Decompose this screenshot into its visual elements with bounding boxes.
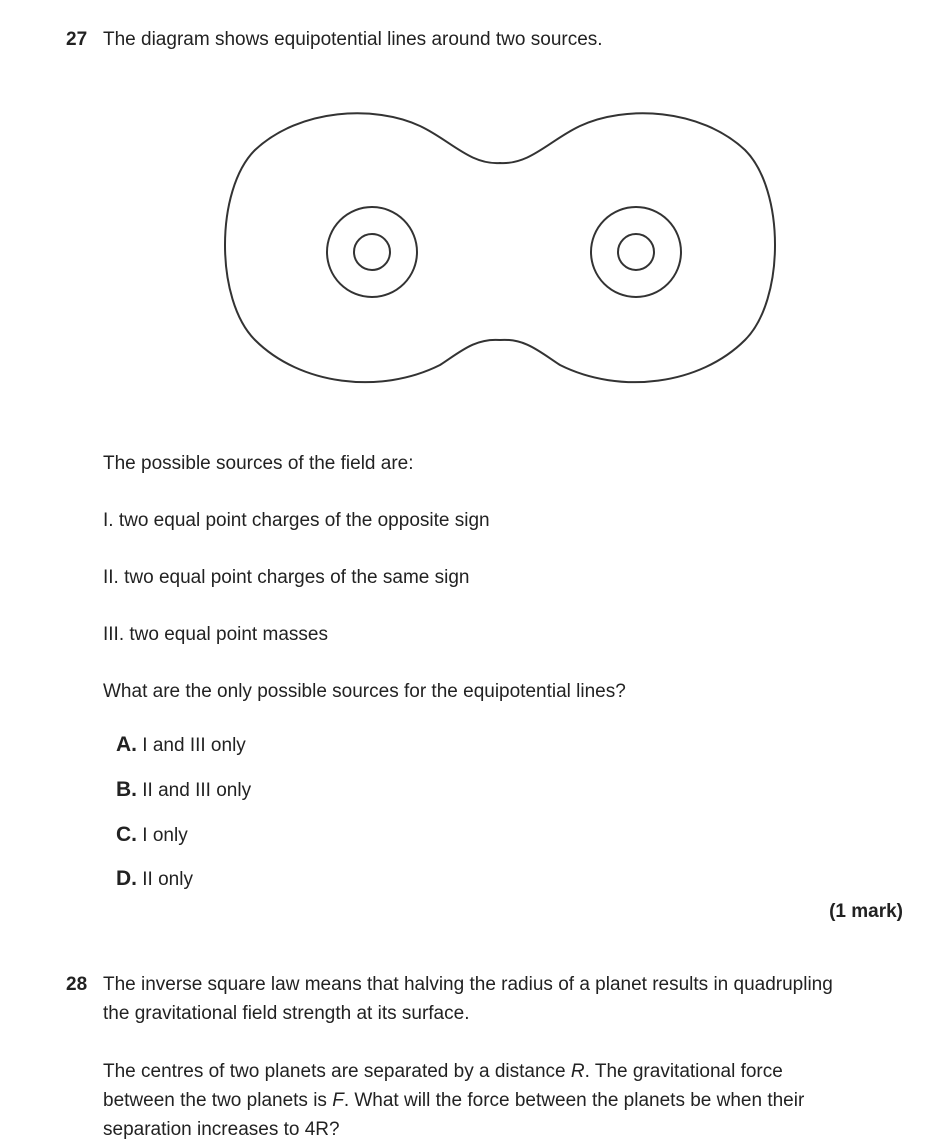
left-inner-equipotential [354, 234, 390, 270]
question-28-para2-line-1 [103, 1057, 783, 1086]
equipotential-diagram [0, 0, 952, 430]
statement-1: I. two equal point charges of the opposite sign [103, 510, 490, 531]
option-b-text: II and III only [142, 780, 252, 801]
outer-equipotential-line [225, 113, 775, 382]
left-middle-equipotential [327, 207, 417, 297]
para2-text-c: between the two planets is [103, 1090, 333, 1111]
option-d[interactable] [116, 867, 193, 891]
option-d-letter: D. [116, 867, 137, 890]
option-a[interactable] [116, 733, 246, 757]
question-28-line-2: the gravitational field strength at its surface. [103, 1003, 470, 1024]
question-28-line-1: The inverse square law means that halving the radius of a planet results in quadrupling [103, 974, 833, 995]
statement-3: III. two equal point masses [103, 624, 328, 645]
question-28-para2-line-3: separation increases to 4R? [103, 1119, 340, 1140]
option-c-text: I only [142, 825, 188, 846]
statement-2: II. two equal point charges of the same sign [103, 567, 470, 588]
option-a-letter: A. [116, 733, 137, 756]
symbol-r: R [570, 1061, 585, 1082]
marks-label: (1 mark) [829, 901, 903, 922]
para2-text-b: . The gravitational force [584, 1061, 783, 1082]
option-d-text: II only [142, 869, 193, 890]
question-number-28: 28 [66, 974, 88, 995]
question-number-27: 27 [66, 29, 88, 50]
option-c-letter: C. [116, 823, 137, 846]
option-b-letter: B. [116, 778, 137, 801]
right-inner-equipotential [618, 234, 654, 270]
symbol-f: F [332, 1090, 344, 1111]
question-27-question: What are the only possible sources for the equipotential lines? [103, 681, 626, 702]
para2-text-d: . What will the force between the planets be when their [343, 1090, 805, 1111]
right-middle-equipotential [591, 207, 681, 297]
sources-intro: The possible sources of the field are: [103, 453, 414, 474]
question-28-para2-line-2 [103, 1086, 804, 1115]
option-b[interactable] [116, 778, 251, 802]
para2-text-a: The centres of two planets are separated by a distance [103, 1061, 571, 1082]
option-c[interactable] [116, 823, 188, 847]
option-a-text: I and III only [142, 735, 246, 756]
question-27-prompt: The diagram shows equipotential lines around two sources. [103, 29, 603, 50]
